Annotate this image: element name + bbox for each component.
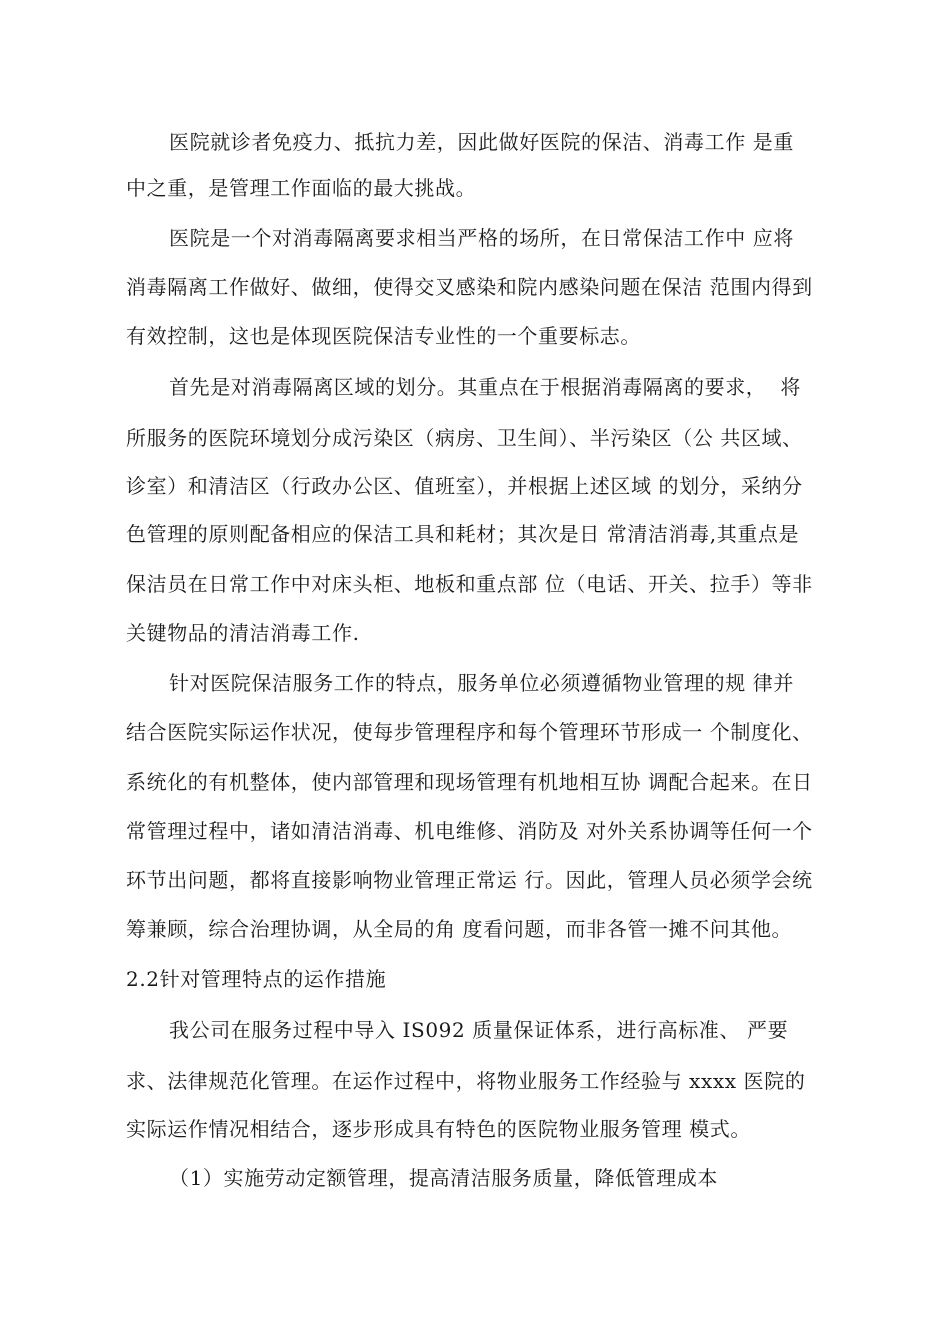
paragraph-3-line-6: 关键物品的清洁消毒工作. xyxy=(126,621,360,645)
paragraph-1-line-1: 医院就诊者免疫力、抵抗力差，因此做好医院的保洁、消毒工作 是重 xyxy=(169,130,794,154)
paragraph-4-line-3: 系统化的有机整体，使内部管理和现场管理有机地相互协 调配合起来。在日 xyxy=(126,770,813,794)
paragraph-3-line-5: 保洁员在日常工作中对床头柜、地板和重点部 位（电话、开关、拉手）等非 xyxy=(126,572,813,596)
paragraph-4-line-2: 结合医院实际运作状况，使每步管理程序和每个管理环节形成一 个制度化、 xyxy=(126,720,813,744)
paragraph-3-line-2: 所服务的医院环境划分成污染区（病房、卫生间）、半污染区（公 共区域、 xyxy=(126,426,803,450)
paragraph-4-line-4: 常管理过程中，诸如清洁消毒、机电维修、消防及 对外关系协调等任何一个 xyxy=(126,819,813,843)
paragraph-2-line-3: 有效控制，这也是体现医院保洁专业性的一个重要标志。 xyxy=(126,324,641,348)
paragraph-3-line-1: 首先是对消毒隔离区域的划分。其重点在于根据消毒隔离的要求， 将 xyxy=(169,375,801,399)
paragraph-4-line-1: 针对医院保洁服务工作的特点，服务单位必须遵循物业管理的规 律并 xyxy=(169,671,794,695)
numbered-item-1: （1）实施劳动定额管理，提高清洁服务质量，降低管理成本 xyxy=(169,1166,718,1190)
paragraph-1-line-2: 中之重，是管理工作面临的最大挑战。 xyxy=(126,176,477,200)
paragraph-4-line-6: 筹兼顾，综合治理协调，从全局的角 度看问题，而非各管一摊不问其他。 xyxy=(126,917,793,941)
paragraph-2-line-2: 消毒隔离工作做好、做细，使得交叉感染和院内感染问题在保洁 范围内得到 xyxy=(126,275,813,299)
paragraph-3-line-3: 诊室）和清洁区（行政办公区、值班室），并根据上述区域 的划分，采纳分 xyxy=(126,474,803,498)
paragraph-4-line-5: 环节出问题，都将直接影响物业管理正常运 行。因此，管理人员必须学会统 xyxy=(126,868,813,892)
paragraph-5-line-3: 实际运作情况相结合，逐步形成具有特色的医院物业服务管理 模式。 xyxy=(126,1117,751,1141)
paragraph-5-line-2: 求、法律规范化管理。在运作过程中，将物业服务工作经验与 xxxx 医院的 xyxy=(126,1069,806,1093)
paragraph-2-line-1: 医院是一个对消毒隔离要求相当严格的场所，在日常保洁工作中 应将 xyxy=(169,226,794,250)
paragraph-3-line-4: 色管理的原则配备相应的保洁工具和耗材；其次是日 常清洁消毒,其重点是 xyxy=(126,522,800,546)
section-heading: 2.2针对管理特点的运作措施 xyxy=(126,967,387,991)
paragraph-5-line-1: 我公司在服务过程中导入 IS092 质量保证体系，进行高标准、 严要 xyxy=(169,1018,789,1042)
